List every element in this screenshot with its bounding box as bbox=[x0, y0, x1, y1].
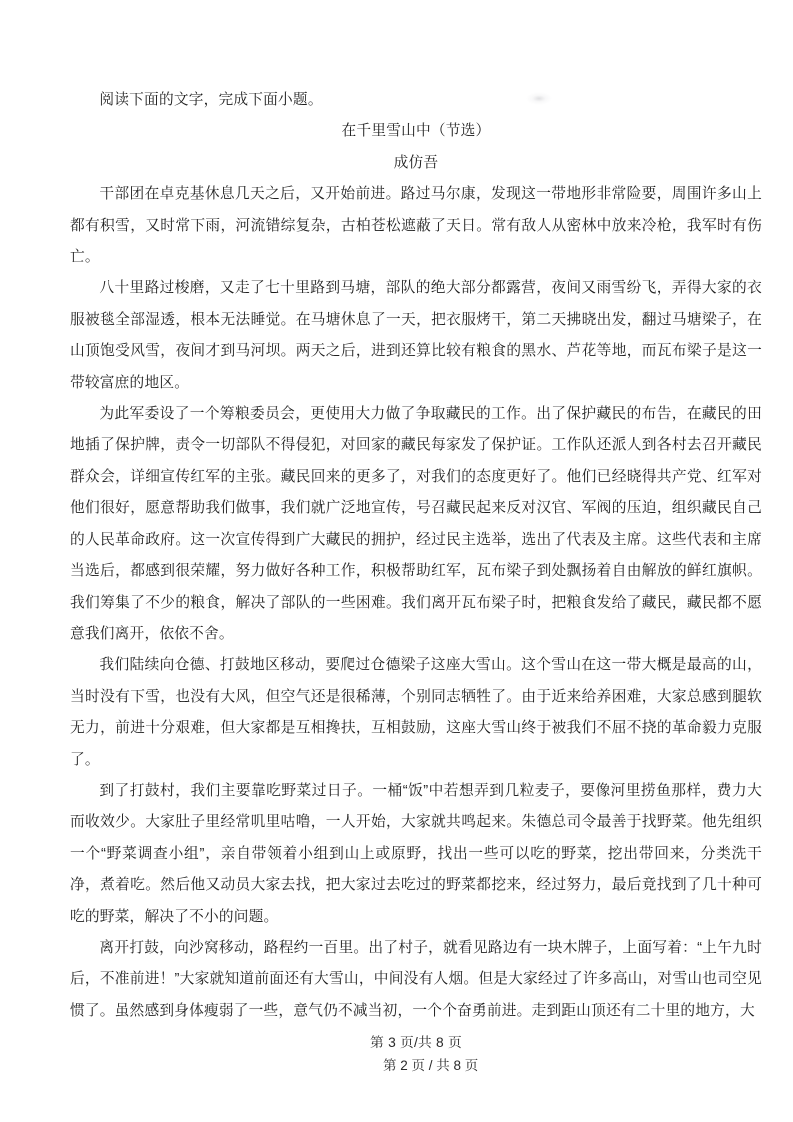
passage-author: 成仿吾 bbox=[393, 154, 439, 171]
paragraph-4: 我们陆续向仓德、打鼓地区移动，要爬过仓德梁子这座大雪山。这个雪山在这一带大概是最高的山，当时没有下雪，也没有大风，但空气还是很稀薄，个别同志牺牲了。由于近来给养困难，大家总感到腿软无力，前进十分艰难，但大家都是互相搀扶，互相鼓励，这座大雪山终于被我们不屈不挠的革命毅力克服了。 bbox=[70, 657, 762, 768]
paragraph-5: 到了打鼓村，我们主要靠吃野菜过日子。一桶“饭”中若想弄到几粒麦子，要像河里捞鱼那样，费力大而收效少。大家肚子里经常叽里咕噜，一人开始，大家就共鸣起来。朱德总司令最善于找野菜。他先组织一个“野菜调查小组”，亲自带领着小组到山上或原野，找出一些可以吃的野菜，挖出带回来，分类洗干净，煮着吃。然后他又动员大家去找，把大家过去吃过的野菜都挖来，经过努力，最后竟找到了几十种可吃的野菜，解决了不小的问题。 bbox=[70, 782, 762, 925]
paragraph-6: 离开打鼓，向沙窝移动，路程约一百里。出了村子，就看见路边有一块木牌子，上面写着：“上午九时后，不准前进！”大家就知道前面还有大雪山，中间没有人烟。但是大家经过了许多高山，对雪山也司空见惯了。虽然感到身体瘦弱了一些，意气仍不减当初，一个个奋勇前进。走到距山顶还有二十里的地方，大 bbox=[70, 939, 762, 1019]
reading-passage bbox=[70, 85, 762, 1059]
paragraph-3: 为此军委设了一个筹粮委员会，更使用大力做了争取藏民的工作。出了保护藏民的布告，在藏民的田地插了保护牌，责令一切部队不得侵犯，对回家的藏民每家发了保护证。工作队还派人到各村去召开藏民群众会，详细宣传红军的主张。藏民回来的更多了，对我们的态度更好了。他们已经晓得共产党、红军对他们很好，愿意帮助我们做事，我们就广泛地宣传，号召藏民起来反对汉官、军阀的压迫，组织藏民自己的人民革命政府。这一次宣传得到广大藏民的拥护，经过民主选举，选出了代表及主席。这些代表和主席当选后，都感到很荣耀，努力做好各种工作，积极帮助红军，瓦布梁子到处飘扬着自由解放的鲜红旗帜。我们筹集了不少的粮食，解决了部队的一些困难。我们离开瓦布梁子时，把粮食发给了藏民，藏民都不愿意我们离开，依依不舍。 bbox=[70, 406, 762, 642]
pdf-page-number: 第 2 页 / 共 8 页 bbox=[383, 1058, 479, 1073]
passage-title: 在千里雪山中（节选） bbox=[341, 123, 491, 140]
paragraph-1: 干部团在卓克基休息几天之后，又开始前进。路过马尔康，发现这一带地形非常险要，周围许多山上都有积雪，又时常下雨，河流错综复杂，古柏苍松遮蔽了天日。常有敌人从密林中放来冷枪，我军时有伤亡。 bbox=[70, 186, 762, 266]
instruction-line: 阅读下面的文字，完成下面小题。 bbox=[99, 92, 323, 108]
paragraph-2: 八十里路过梭磨，又走了七十里路到马塘，部队的绝大部分都露营，夜间又雨雪纷飞，弄得大家的衣服被毯全部湿透，根本无法睡觉。在马塘休息了一天，把衣服烤干，第二天拂晓出发，翻过马塘梁子，在山顶饱受风雪，夜间才到马河坝。两天之后，进到还算比较有粮食的黑水、芦花等地，而瓦布梁子是这一带较富庶的地区。 bbox=[70, 280, 762, 391]
scan-page-number: 第 3 页/共 8 页 bbox=[370, 1035, 462, 1051]
